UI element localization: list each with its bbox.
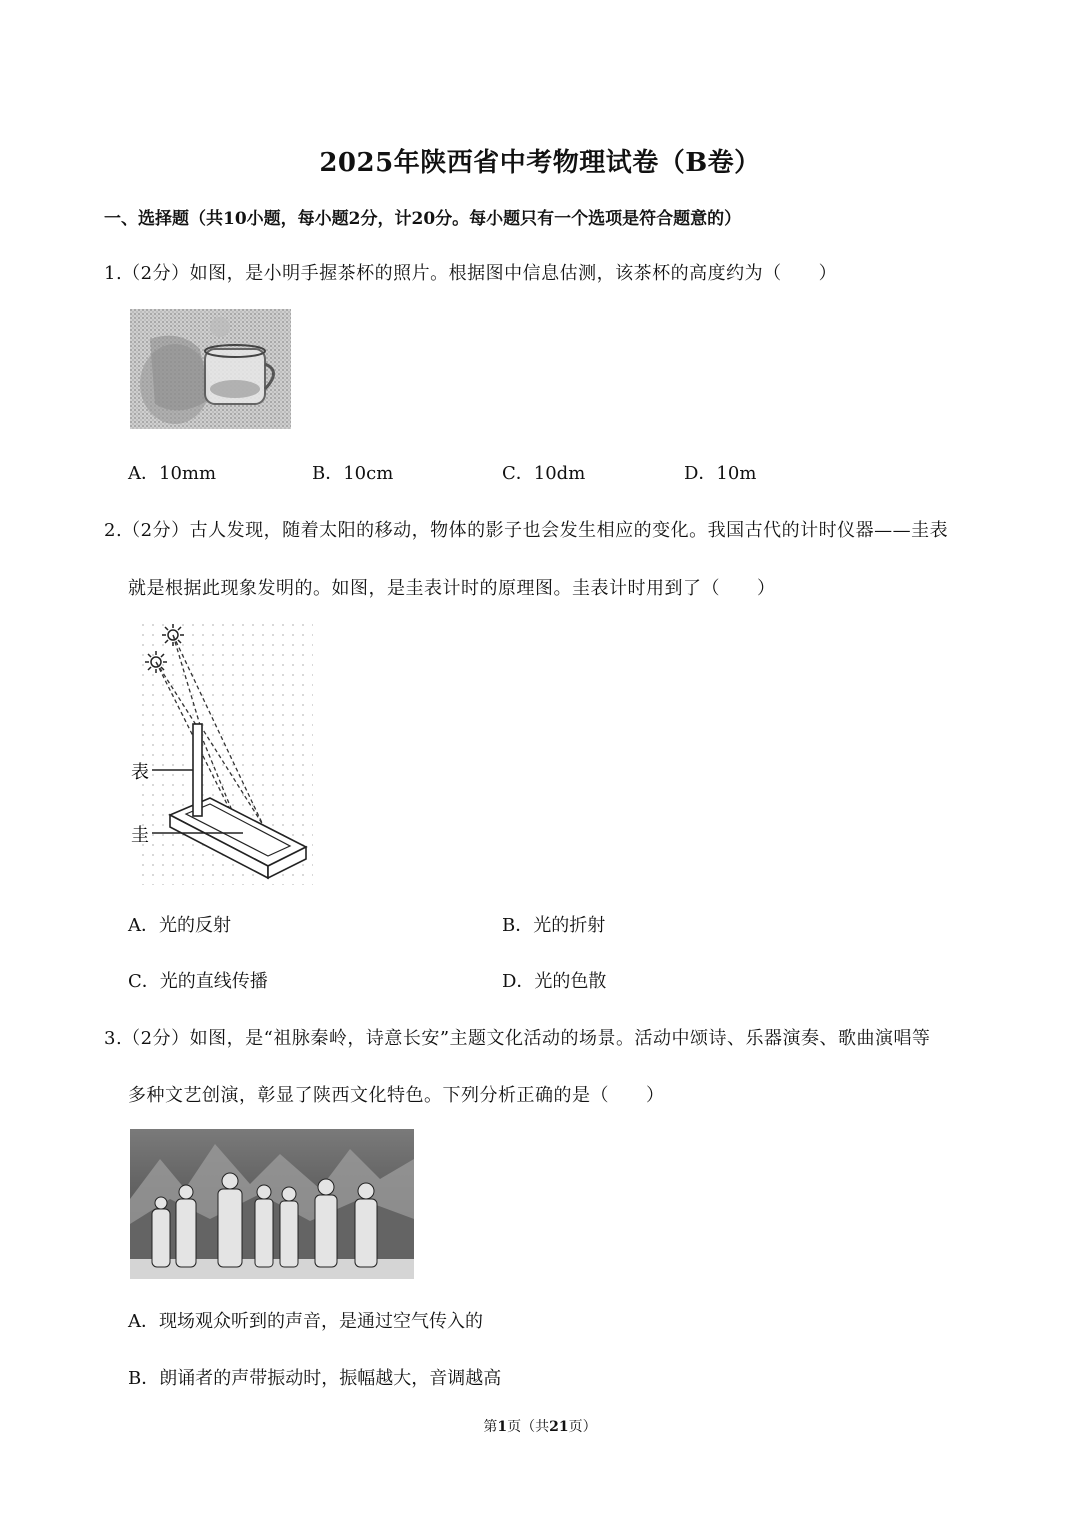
q2-option-a: A．光的反射 xyxy=(128,915,231,936)
section-heading: 一、选择题（共10小题，每小题2分，计20分。每小题只有一个选项是符合题意的） xyxy=(104,209,742,229)
biao-label: 表 xyxy=(131,762,149,783)
q2-option-b: B．光的折射 xyxy=(502,915,606,936)
question-3-stem-line1: 3.（2分）如图，是“祖脉秦岭，诗意长安”主题文化活动的场景。活动中颂诗、乐器演奏、歌曲演唱等 xyxy=(104,1028,931,1049)
footer-page-number: 1 xyxy=(497,1419,508,1435)
q2-option-c: C．光的直线传播 xyxy=(128,971,268,992)
q2-option-d: D．光的色散 xyxy=(502,971,607,992)
question-1-stem: 1.（2分）如图，是小明手握茶杯的照片。根据图中信息估测，该茶杯的高度约为（ ） xyxy=(104,263,838,284)
q1-option-d: D．10m xyxy=(684,463,757,484)
q1-option-a: A．10mm xyxy=(128,463,217,484)
q1-option-c: C．10dm xyxy=(502,463,586,484)
teacup-photo xyxy=(130,309,291,429)
question-2-stem-line2: 就是根据此现象发明的。如图，是圭表计时的原理图。圭表计时用到了（ ） xyxy=(128,578,776,599)
q3-option-b: B．朗诵者的声带振动时，振幅越大，音调越高 xyxy=(128,1368,502,1389)
footer-prefix: 第 xyxy=(483,1419,498,1435)
footer-suffix: 页） xyxy=(568,1419,597,1435)
page-footer xyxy=(0,1416,1080,1436)
page-title: 2025年陕西省中考物理试卷（B卷） xyxy=(319,148,761,178)
question-2-stem-line1: 2.（2分）古人发现，随着太阳的移动，物体的影子也会发生相应的变化。我国古代的计时仪器——圭表 xyxy=(104,520,949,541)
q1-option-b: B．10cm xyxy=(312,463,394,484)
guibiao-diagram xyxy=(128,620,313,885)
footer-total-pages: 21 xyxy=(549,1419,569,1435)
footer-mid: 页（共 xyxy=(507,1419,550,1435)
q3-option-a: A．现场观众听到的声音，是通过空气传入的 xyxy=(128,1311,483,1332)
stage-performance-photo xyxy=(130,1129,414,1279)
question-3-stem-line2: 多种文艺创演，彰显了陕西文化特色。下列分析正确的是（ ） xyxy=(128,1085,665,1106)
gui-label: 圭 xyxy=(131,825,149,846)
